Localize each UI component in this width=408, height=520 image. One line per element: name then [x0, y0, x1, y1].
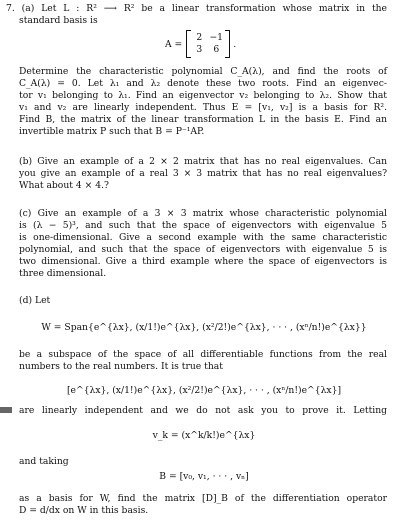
text-line-18: (d) Let	[19, 295, 51, 306]
text-line-8: invertible matrix P such that B = P⁻¹AP.	[19, 126, 205, 137]
text-line-4: C_A(λ) = 0. Let λ₁ and λ₂ denote these two roots. Find an eigenvec-	[19, 78, 387, 89]
right-bracket	[225, 30, 230, 58]
equation-vk: v_k = (x^k/k!)e^{λx}	[152, 430, 256, 441]
equation-w-span: W = Span{e^{λx}, (x/1!)e^{λx}, (x²/2!)e^{λx}, · · · , (xⁿ/n!)e^{λx}}	[41, 322, 367, 333]
margin-marker	[0, 407, 12, 413]
equation-function-list: [e^{λx}, (x/1!)e^{λx}, (x²/2!)e^{λx}, · · · , (xⁿ/n!)e^{λx}]	[66, 385, 342, 396]
text-line-1: 7. (a) Let L : R² ⟶ R² be a linear transformation whose matrix in the	[6, 3, 387, 14]
text-line-7: Find B, the matrix of the linear transformation L in the basis E. Find an	[19, 114, 387, 125]
text-line-19: be a subspace of the space of all differentiable functions from the real	[19, 349, 387, 360]
matrix-a	[165, 30, 236, 58]
matrix-period: .	[233, 38, 237, 50]
equation-basis: B = [v₀, v₁, · · · , vₙ]	[159, 471, 249, 482]
text-line-20: numbers to the real numbers. It is true that	[19, 361, 223, 372]
text-line-12: (c) Give an example of a 3 × 3 matrix whose characteristic polynomial	[19, 208, 387, 219]
text-line-21: are linearly independent and we do not ask you to prove it. Letting	[19, 405, 387, 416]
matrix-cell: 6	[213, 44, 220, 55]
matrix-cell: −1	[209, 32, 224, 43]
text-line-10: you give an example of a real 3 × 3 matrix that has no real eigenvalues?	[19, 168, 387, 179]
text-line-22: and taking	[19, 456, 69, 467]
text-line-9: (b) Give an example of a 2 × 2 matrix that has no real eigenvalues. Can	[19, 156, 387, 167]
text-line-17: three dimensional.	[19, 268, 107, 279]
text-line-16: two dimensional. Give a third example where the space of eigenvectors is	[19, 256, 387, 267]
text-line-11: What about 4 × 4.?	[19, 180, 109, 191]
text-line-24: D = d/dx on W in this basis.	[19, 505, 149, 516]
text-line-3: Determine the characteristic polynomial C_A(λ), and find the roots of	[19, 66, 387, 77]
matrix-label: A =	[165, 38, 183, 50]
text-line-5: tor v₁ belonging to λ₁. Find an eigenvector v₂ belonging to λ₂. Show that	[19, 90, 387, 101]
text-line-2: standard basis is	[19, 15, 98, 26]
matrix-cell: 2	[196, 32, 203, 43]
matrix-grid	[191, 32, 225, 56]
matrix-cell: 3	[196, 44, 203, 55]
text-line-13: is (λ − 5)³, and such that the space of eigenvectors with eigenvalue 5	[19, 220, 387, 231]
text-line-23: as a basis for W, find the matrix [D]_B of the differentiation operator	[19, 493, 387, 504]
text-line-14: is one-dimensional. Give a second example with the same characteristic	[19, 232, 387, 243]
text-line-15: polynomial, and such that the space of eigenvectors with eigenvalue 5 is	[19, 244, 387, 255]
text-line-6: v₁ and v₂ are linearly independent. Thus E = [v₁, v₂] is a basis for R².	[19, 102, 387, 113]
